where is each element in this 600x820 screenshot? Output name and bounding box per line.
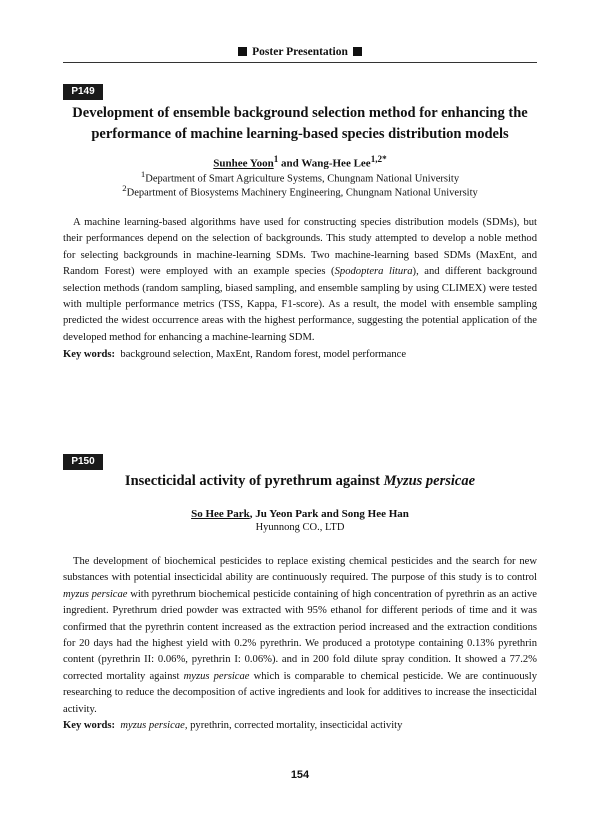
species-name: Spodoptera litura <box>334 266 413 278</box>
author-superscript: 1,2* <box>370 154 387 164</box>
author-rest: , Ju Yeon Park and Song Hee Han <box>249 508 409 520</box>
abstract-text: ), and different background selection methods (random sampling, biased sampling, and ensemble sampling by using CLIMEX) were tested with multiple performance metrics (TSS, Kappa, F1-score). As a result, the model with ensemble sampling predicted the widest occurrence areas with the highest performance, suggesting the potential application of the developed method for enhancing a machine-learning SDM. <box>63 266 537 343</box>
author-list <box>63 507 537 521</box>
affiliation: Hyunnong CO., LTD <box>255 522 345 533</box>
species-name: myzus persicae <box>63 588 128 600</box>
affiliation-superscript: 1 <box>140 169 146 179</box>
keywords-label: Key words: <box>63 720 116 731</box>
abstract-body <box>63 215 537 346</box>
square-bullet-icon <box>238 47 247 56</box>
author-join: and <box>278 157 302 170</box>
affiliation-text: Department of Smart Agriculture Systems, Chungnam National University <box>145 173 460 185</box>
keywords-species: myzus persicae, <box>120 720 188 731</box>
presenting-author: So Hee Park <box>191 508 250 520</box>
title-text: Insecticidal activity of pyrethrum against <box>124 473 384 489</box>
affiliation <box>63 182 537 200</box>
keywords-label: Key words: <box>63 349 116 360</box>
running-header <box>63 45 537 59</box>
title-line: performance of machine learning-based species distribution models <box>91 126 509 142</box>
abstract-body <box>63 554 537 718</box>
keywords-text: pyrethrin, corrected mortality, insecticidal activity <box>187 720 403 731</box>
affiliation-text: Department of Biosystems Machinery Engineering, Chungnam National University <box>126 187 478 199</box>
species-name: myzus persicae <box>183 670 250 682</box>
square-bullet-icon <box>353 47 362 56</box>
keywords <box>63 719 537 733</box>
abstract-id-badge: P150 <box>63 454 103 470</box>
abstract-text: A machine learning-based algorithms have used for constructing species distribution models (SDMs), but their performances depend on the selection of backgrounds. This study attempted to develop a noble method for selecting backgrounds in machine-learning SDMs. Two machine-learning based SDMs (MaxEnt, and Random Forest) were employed with an example species ( <box>63 217 537 278</box>
abstract-text: with pyrethrum biochemical pesticide containing of high concentration of pyrethrin as an active ingredient. Pyrethrum dried powder was extracted with 95% ethanol for different periods of time and it was confirmed that the pyrethrin content increased as the extraction period increased and the extraction conditions for 20 days had the highest yield with 0.2% pyrethrin. We produced a prototype containing 0.13% pyrethrin content (pyrethrin II: 0.06%, pyrethrin I: 0.06%). and in 200 fold dilute spray condition. It showed a 77.2% corrected mortality against <box>63 588 537 682</box>
header-label: Poster Presentation <box>252 46 348 58</box>
author: Wang-Hee Lee <box>301 157 371 170</box>
presenting-author: Sunhee Yoon <box>213 157 274 170</box>
keywords-text: background selection, MaxEnt, Random forest, model performance <box>120 349 407 360</box>
abstract-text: The development of biochemical pesticides to replace existing chemical pesticides and the search for new substances with potential insecticidal ability are continuously required. The purpose of this study is to control <box>63 556 537 584</box>
keywords <box>63 348 537 362</box>
species-name: Myzus persicae <box>383 473 476 489</box>
title-line: Development of ensemble background selection method for enhancing the <box>72 105 528 121</box>
abstract-text: which is comparable to chemical pesticide. We are continuously researching to reduce the decomposition of active ingredients and look for additives to increase the insecticidal activity. <box>63 670 537 715</box>
abstract-id-badge: P149 <box>63 84 103 100</box>
affiliation-superscript: 2 <box>122 183 127 193</box>
page-number: 154 <box>290 769 310 781</box>
header-rule <box>63 62 537 63</box>
author-superscript: 1 <box>273 154 279 164</box>
abstract-title <box>63 471 537 492</box>
abstract-title <box>63 103 537 145</box>
